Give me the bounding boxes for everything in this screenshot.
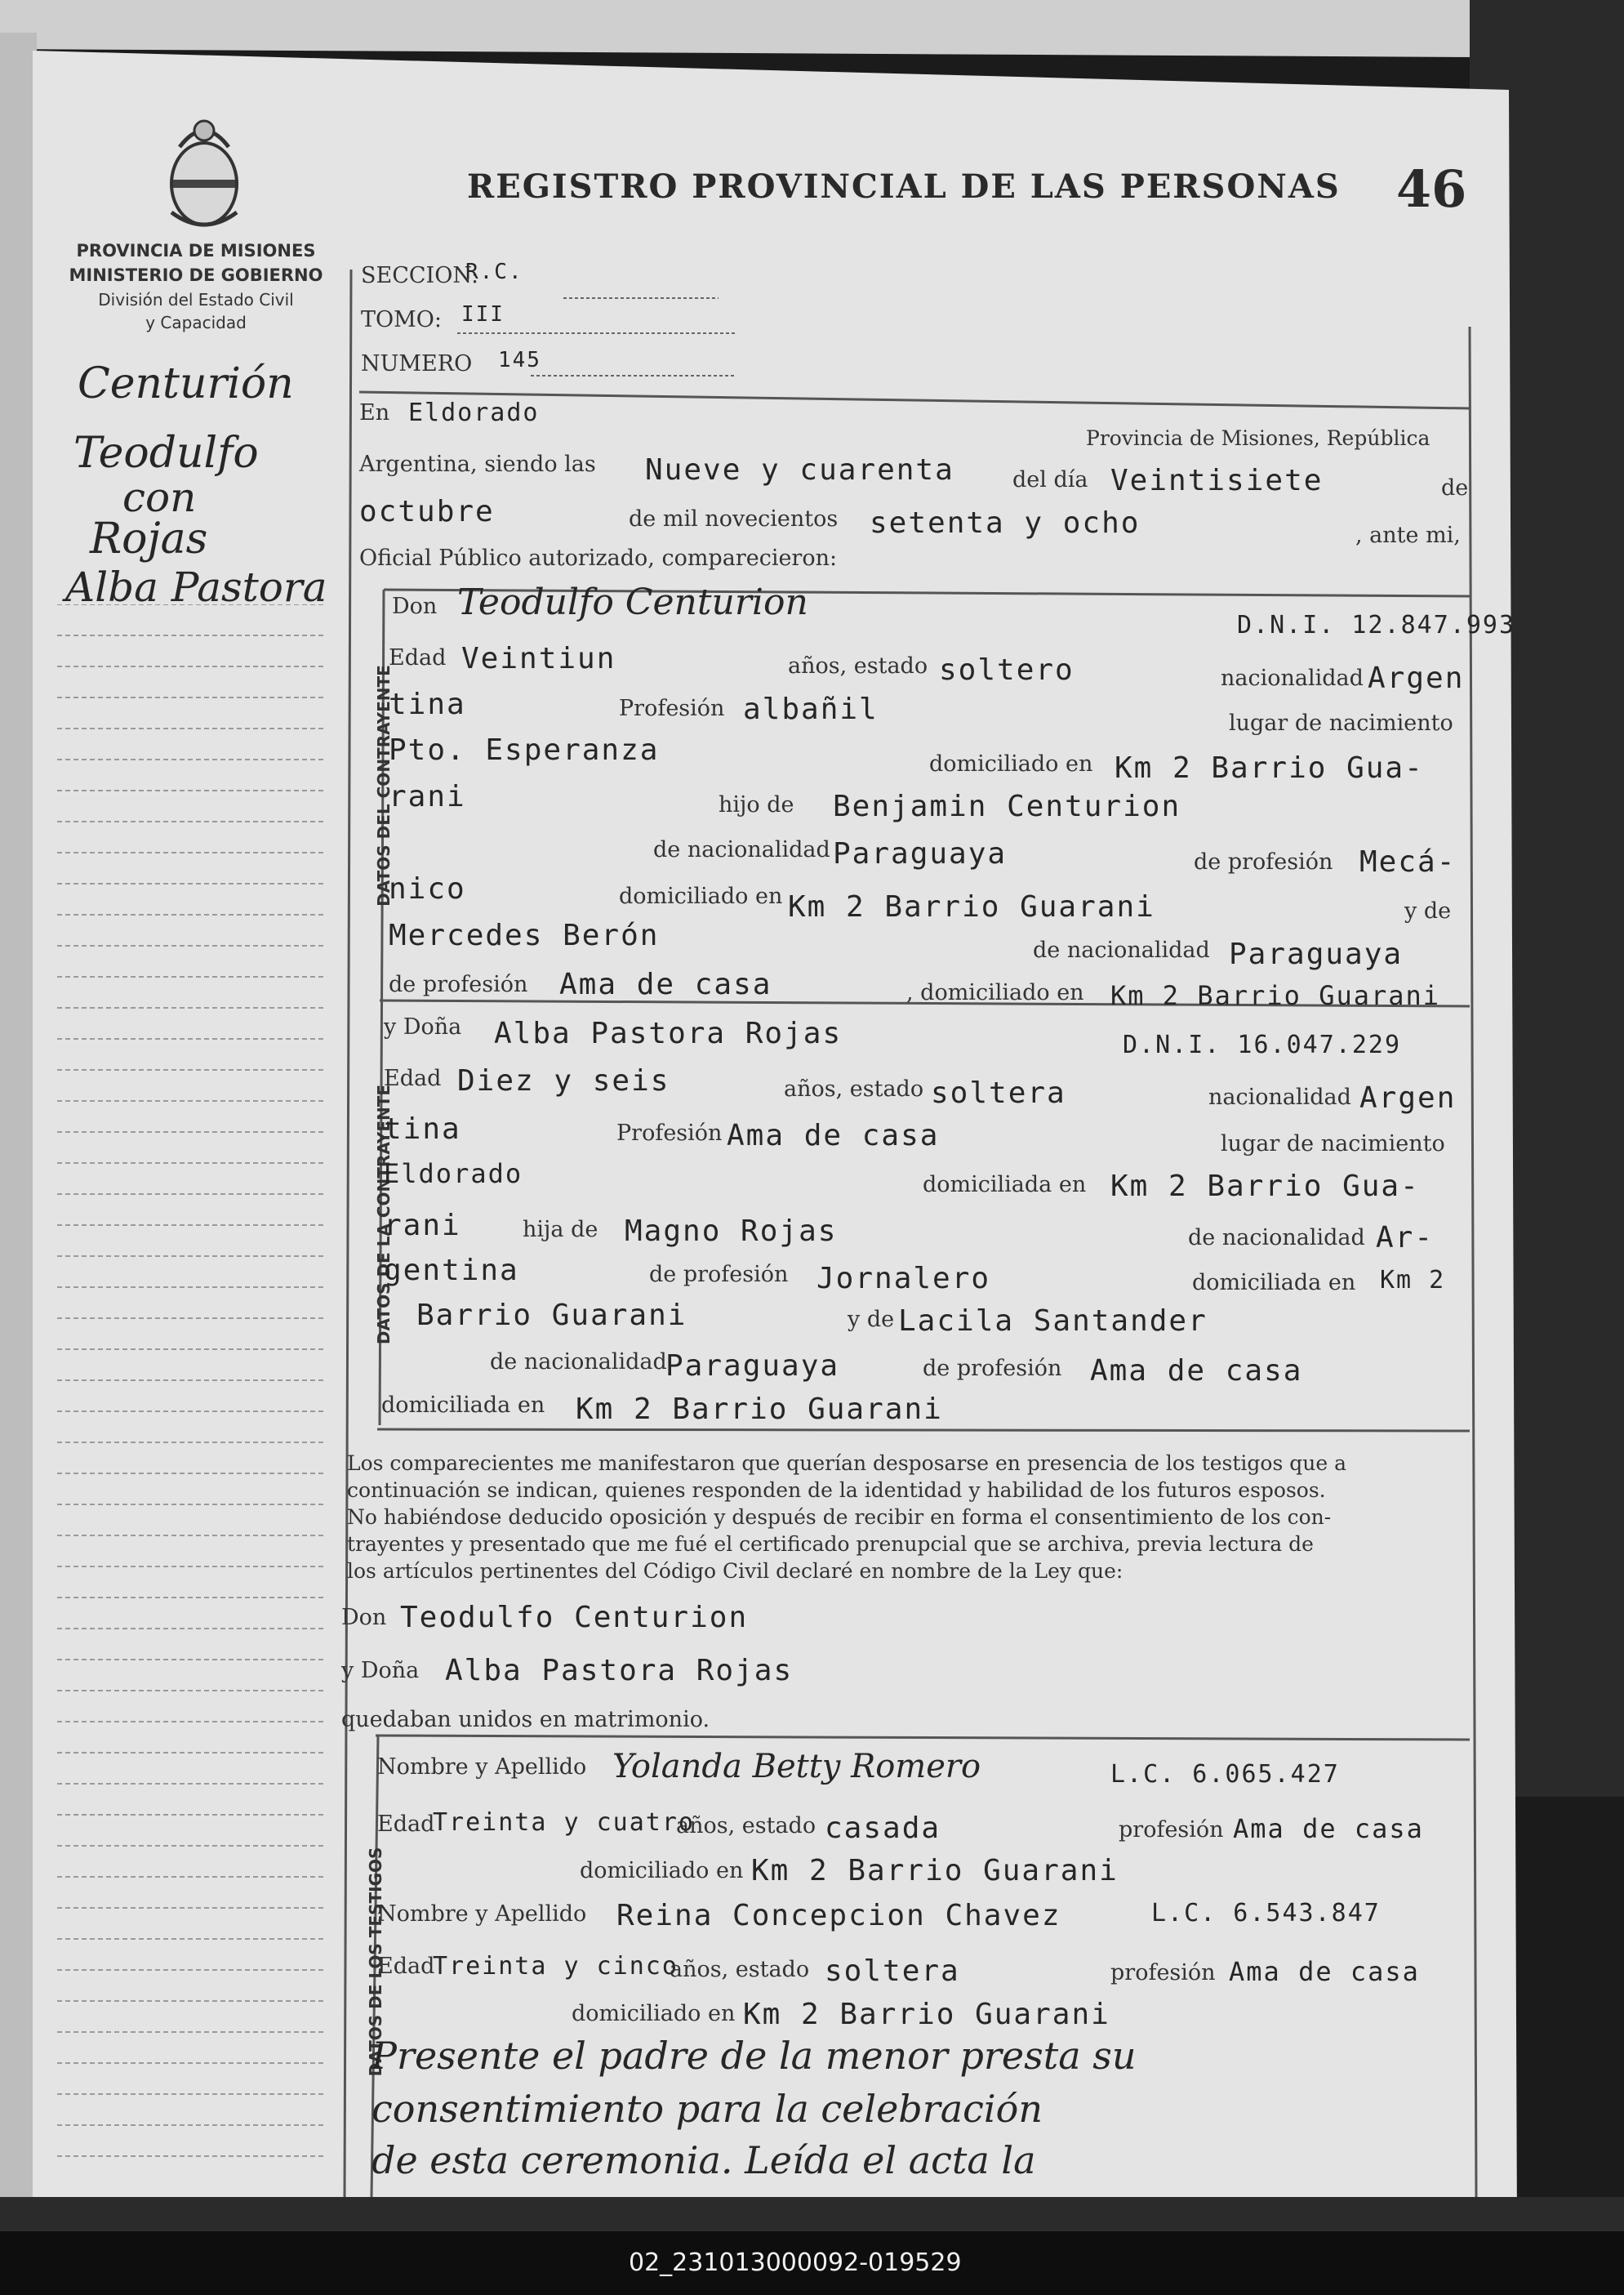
groom-domiciliado: domiciliado en	[929, 751, 1093, 777]
bride-nac-label: nacionalidad	[1208, 1085, 1351, 1110]
bride-name: Alba Pastora Rojas	[494, 1017, 843, 1050]
groom-de-prof: de profesión	[1194, 849, 1333, 875]
witness-1-age: Treinta y cuatro	[433, 1808, 695, 1837]
intro-place: Eldorado	[408, 399, 540, 427]
bride-father-addr-a: Km 2	[1380, 1266, 1446, 1295]
intro-argentina: Argentina, siendo las	[359, 452, 596, 477]
margin-note-line-5: Alba Pastora	[65, 564, 327, 611]
bride-dona: y Doña	[384, 1014, 462, 1040]
bride-father-nat-b: gentina	[384, 1254, 519, 1287]
bride-birthplace: Eldorado	[384, 1158, 523, 1189]
witness-2-civil: soltera	[825, 1954, 960, 1988]
witness-2-name: Reina Concepcion Chavez	[616, 1899, 1061, 1932]
groom-age: Veintiun	[461, 642, 616, 675]
bride-dni: D.N.I. 16.047.229	[1123, 1031, 1402, 1059]
bride-de-prof2: de profesión	[923, 1356, 1062, 1381]
label-datos-contrayente: DATOS DEL CONTRAYENTE	[374, 665, 394, 907]
margin-note-line-2: Teodulfo	[73, 429, 259, 478]
declaration-line-4: trayentes y presentado que me fué el certificado prenupcial que se archiva, previa lectura de	[347, 1532, 1314, 1556]
bride-hija: hija de	[523, 1217, 598, 1242]
intro-del-dia: del día	[1012, 467, 1088, 492]
groom-address-a: Km 2 Barrio Gua-	[1115, 751, 1424, 785]
witness-1-prof-label: profesión	[1119, 1817, 1224, 1843]
groom-mother: Mercedes Berón	[389, 919, 660, 952]
groom-hijo: hijo de	[719, 792, 794, 818]
coat-of-arms-icon	[155, 114, 253, 237]
note-line-3: de esta ceremonia. Leída el acta la	[372, 2138, 1036, 2182]
agency-header	[57, 241, 335, 332]
witness-1-dom-en: domiciliado en	[580, 1858, 744, 1883]
witness-1-civil: casada	[825, 1811, 941, 1845]
groom-de-prof2: de profesión	[389, 972, 528, 997]
tomo-label: TOMO:	[361, 307, 443, 332]
tomo-value: III	[461, 302, 505, 327]
witness-2-dom-en: domiciliado en	[572, 2001, 736, 2026]
witness-2-prof-label: profesión	[1110, 1960, 1216, 1985]
declaration-line-2: continuación se indican, quienes responden de la identidad y habilidad de los futuros esposos.	[347, 1478, 1326, 1502]
margin-note-line-3: con	[122, 474, 197, 521]
groom-dom-en: domiciliado en	[619, 884, 783, 909]
groom-de-nac2: de nacionalidad	[1033, 938, 1210, 963]
bride-lugar-label: lugar de nacimiento	[1221, 1131, 1445, 1156]
bride-address-a: Km 2 Barrio Gua-	[1110, 1170, 1420, 1203]
bride-mother-prof: Ama de casa	[1090, 1354, 1303, 1388]
bride-father: Magno Rojas	[625, 1214, 838, 1248]
declaration-unidos: quedaban unidos en matrimonio.	[341, 1707, 710, 1732]
bride-profession: Ama de casa	[727, 1119, 940, 1152]
witness-1-nombre-label: Nombre y Apellido	[377, 1754, 587, 1780]
numero-label: NUMERO	[361, 351, 473, 377]
bride-mother-nat: Paraguaya	[665, 1349, 840, 1383]
intro-provincia: Provincia de Misiones, República	[1086, 426, 1430, 450]
intro-year: setenta y ocho	[870, 506, 1141, 540]
groom-y-de: y de	[1404, 898, 1452, 924]
bride-father-prof: Jornalero	[816, 1262, 991, 1295]
label-datos-contrayente-f: DATOS DE LA CONTRAYENTE	[374, 1084, 394, 1345]
bride-nationality-a: Argen	[1359, 1081, 1457, 1115]
label-datos-testigos: DATOS DE LOS TESTIGOS	[366, 1847, 385, 2077]
intro-ante-mi: , ante mi,	[1355, 523, 1461, 548]
groom-father-prof-b: nico	[389, 872, 466, 906]
declaration-line-1: Los comparecientes me manifestaron que querían desposarse en presencia de los testigos que a	[347, 1451, 1346, 1475]
seccion-label: SECCION:	[361, 263, 479, 288]
groom-mother-addr: Km 2 Barrio Guarani	[1110, 980, 1441, 1011]
margin-note-line-4: Rojas	[90, 515, 208, 564]
groom-address-b: rani	[389, 780, 466, 813]
seccion-value: R.C.	[465, 260, 523, 284]
intro-month: octubre	[359, 495, 495, 528]
groom-dom-en2: , domiciliado en	[906, 980, 1084, 1005]
witness-1-name: Yolanda Betty Romero	[612, 1748, 981, 1785]
agency-line-3: División del Estado Civil	[98, 290, 294, 310]
groom-mother-nat: Paraguaya	[1229, 938, 1404, 971]
bride-mother-addr: Km 2 Barrio Guarani	[576, 1393, 943, 1426]
witness-2-doc: L.C. 6.543.847	[1151, 1899, 1381, 1927]
witness-1-anos-estado: años, estado	[676, 1813, 816, 1838]
declaration-line-5: los artículos pertinentes del Código Civil declaré en nombre de la Ley que:	[347, 1559, 1123, 1583]
witness-2-profession: Ama de casa	[1229, 1956, 1420, 1987]
bride-de-prof: de profesión	[649, 1262, 789, 1287]
declaration-bride: Alba Pastora Rojas	[445, 1654, 794, 1687]
witness-1-address: Km 2 Barrio Guarani	[751, 1854, 1119, 1887]
declaration-groom: Teodulfo Centurion	[400, 1601, 749, 1634]
bride-domiciliada: domiciliada en	[923, 1172, 1087, 1197]
groom-profession: albañil	[743, 693, 879, 726]
bride-civil: soltera	[931, 1076, 1066, 1110]
groom-father-addr: Km 2 Barrio Guarani	[788, 890, 1155, 924]
bride-dom-en2: domiciliada en	[381, 1393, 545, 1418]
bride-father-addr-b: Barrio Guarani	[416, 1299, 687, 1332]
groom-anos-estado: años, estado	[788, 653, 928, 679]
bride-father-nat-a: Ar-	[1376, 1221, 1435, 1254]
footer-file-id: 02_231013000092-019529	[629, 2248, 962, 2277]
declaration-don: Don	[341, 1605, 387, 1630]
bride-edad-label: Edad	[384, 1066, 442, 1091]
groom-father: Benjamin Centurion	[833, 790, 1181, 823]
margin-note-line-1: Centurión	[78, 359, 294, 408]
intro-hour: Nueve y cuarenta	[645, 453, 954, 487]
witness-1-edad-label: Edad	[377, 1811, 435, 1837]
witness-2-anos-estado: años, estado	[670, 1957, 810, 1982]
intro-de-mil: de mil novecientos	[629, 506, 839, 532]
witness-1-profession: Ama de casa	[1233, 1813, 1424, 1844]
bride-age: Diez y seis	[457, 1064, 670, 1098]
groom-lugar-label: lugar de nacimiento	[1229, 711, 1453, 736]
numero-value: 145	[498, 348, 541, 372]
bride-nationality-b: tina	[384, 1112, 461, 1146]
groom-nac-label: nacionalidad	[1221, 666, 1364, 691]
bride-address-b: rani	[384, 1209, 461, 1242]
groom-birthplace: Pto. Esperanza	[389, 733, 660, 767]
note-line-1: Presente el padre de la menor presta su	[372, 2034, 1137, 2078]
bride-de-nac: de nacionalidad	[1188, 1225, 1365, 1250]
intro-oficial: Oficial Público autorizado, comparecieron:	[359, 546, 838, 571]
bride-y-de: y de	[848, 1307, 895, 1332]
bride-dom-en: domiciliada en	[1192, 1270, 1356, 1295]
groom-mother-prof: Ama de casa	[559, 968, 772, 1001]
groom-nationality-a: Argen	[1368, 662, 1465, 695]
groom-nationality-b: tina	[389, 688, 466, 721]
groom-name: Teodulfo Centurion	[457, 582, 808, 623]
groom-don: Don	[392, 594, 438, 619]
groom-civil: soltero	[939, 653, 1075, 687]
intro-en: En	[359, 400, 390, 426]
intro-day: Veintisiete	[1110, 464, 1324, 497]
intro-de: de	[1441, 475, 1469, 501]
bride-anos-estado: años, estado	[784, 1076, 924, 1102]
agency-line-1: PROVINCIA DE MISIONES	[76, 241, 316, 261]
page-number: 46	[1396, 159, 1467, 219]
witness-2-age: Treinta y cinco	[433, 1952, 679, 1981]
declaration-dona: y Doña	[341, 1658, 420, 1683]
groom-profesion-label: Profesión	[619, 696, 725, 721]
declaration-line-3: No habiéndose deducido oposición y después de recibir en forma el consentimiento de los con-	[347, 1505, 1332, 1529]
note-line-2: consentimiento para la celebración	[372, 2087, 1043, 2131]
witness-2-address: Km 2 Barrio Guarani	[743, 1998, 1110, 2031]
witness-2-nombre-label: Nombre y Apellido	[377, 1901, 587, 1927]
groom-father-nat: Paraguaya	[833, 837, 1008, 871]
register-title: REGISTRO PROVINCIAL DE LAS PERSONAS	[467, 167, 1341, 206]
bride-profesion-label: Profesión	[616, 1121, 723, 1146]
witness-1-doc: L.C. 6.065.427	[1110, 1760, 1340, 1789]
witness-2-edad-label: Edad	[377, 1954, 435, 1979]
bride-de-nac2: de nacionalidad	[490, 1349, 667, 1375]
groom-father-prof-a: Mecá-	[1359, 845, 1457, 879]
groom-dni: D.N.I. 12.847.993	[1237, 611, 1516, 639]
groom-edad-label: Edad	[389, 645, 447, 671]
agency-line-2: MINISTERIO DE GOBIERNO	[69, 265, 323, 285]
bride-mother: Lacila Santander	[898, 1304, 1208, 1338]
groom-de-nac: de nacionalidad	[653, 837, 830, 862]
agency-line-4: y Capacidad	[145, 313, 247, 332]
